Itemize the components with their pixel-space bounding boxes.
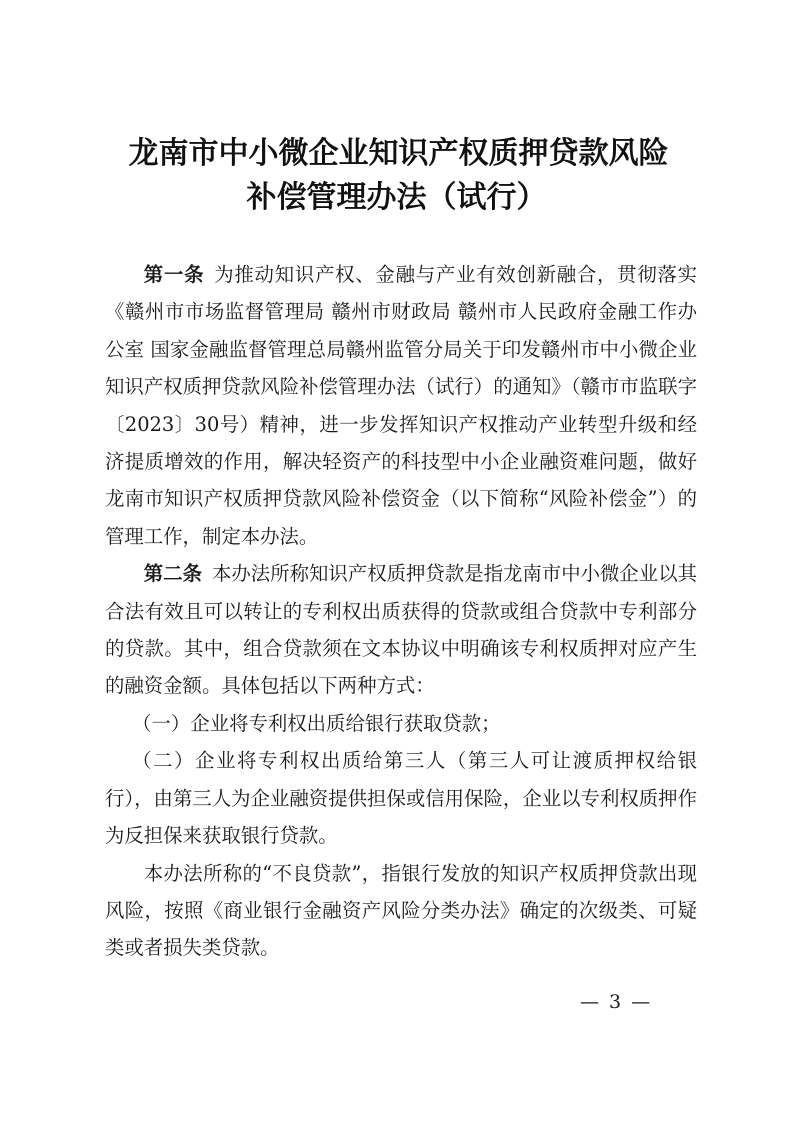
document-title [0,132,793,220]
article-2-text: 本办法所称知识产权质押贷款是指龙南市中小微企业以其合法有效且可以转让的专利权出质获得的贷款或组合贷款中专利部分的贷款。其中，组合贷款须在文本协议中明确该专利权质押对应产生的融资金额。具体包括以下两种方式： [105,562,698,698]
article-1-heading: 第一条 [143,263,205,286]
article-1-paragraph [105,256,697,555]
article-2-item-1: （一）企业将专利权出质给银行获取贷款； [132,711,501,735]
article-2-item-2: （二）企业将专利权出质给第三人（第三人可让渡质押权给银行），由第三人为企业融资提供担保或信用保险，企业以专利权质押作为反担保来获取银行贷款。 [105,749,697,848]
article-2-paragraph [105,555,697,705]
page-number: — 3 — [580,991,653,1013]
non-performing-loan-definition: 本办法所称的“不良贷款”，指银行发放的知识产权质押贷款出现风险，按照《商业银行金融资产风险分类办法》确定的次级类、可疑类或者损失类贷款。 [105,861,697,960]
article-2-heading: 第二条 [143,562,202,586]
document-body [105,256,697,967]
article-1-text: 为推动知识产权、金融与产业有效创新融合，贯彻落实《赣州市市场监督管理局 赣州市财政局 赣州市人民政府金融工作办公室 国家金融监督管理总局赣州监管分局关于印发赣州市中小微企业知识产权质押贷款风险补偿管理办法（试行）的通知》（赣市市监联字〔2023〕30号）精神，进一步发挥知识产权推动产业转型升级和经济提质增效的作用，解决轻资产的科技型中小企业融资难问题，做好龙南市知识产权质押贷款风险补偿资金（以下简称“风险补偿金”）的管理工作，制定本办法。 [105,263,698,548]
title-line-2: 补偿管理办法（试行） [246,180,547,215]
title-line-1: 龙南市中小微企业知识产权质押贷款风险 [128,136,669,171]
